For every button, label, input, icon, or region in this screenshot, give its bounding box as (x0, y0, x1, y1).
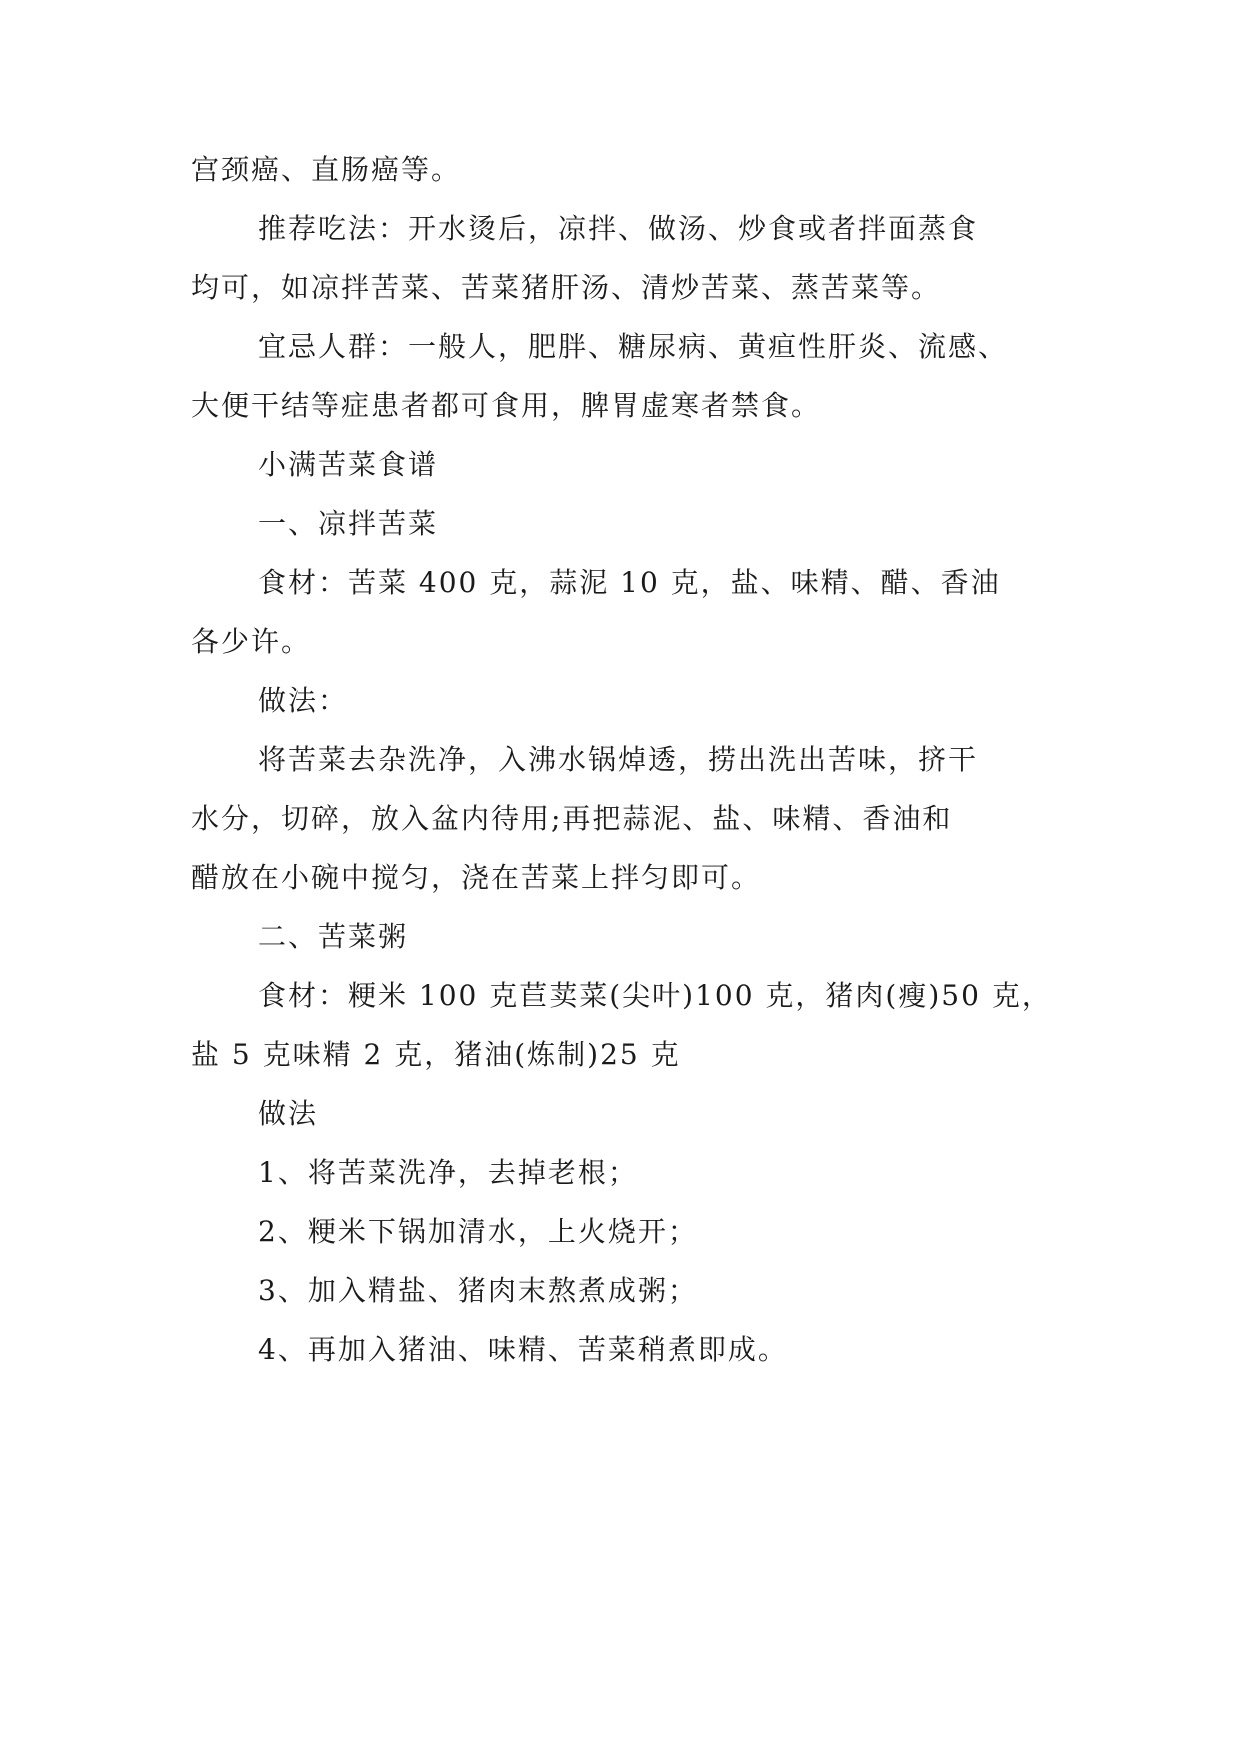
text-line: 食材：苦菜 400 克，蒜泥 10 克，盐、味精、醋、香油 (258, 566, 1001, 599)
text-line: 盐 5 克味精 2 克，猪油(炼制)25 克 (191, 1038, 681, 1071)
text-line: 均可，如凉拌苦菜、苦菜猪肝汤、清炒苦菜、蒸苦菜等。 (191, 271, 942, 304)
text-line: 做法 (258, 1097, 319, 1130)
text-line: 醋放在小碗中搅匀，浇在苦菜上拌匀即可。 (191, 861, 762, 894)
list-item: 2、粳米下锅加清水，上火烧开； (258, 1215, 698, 1248)
text-line: 宜忌人群：一般人，肥胖、糖尿病、黄疸性肝炎、流感、 (258, 330, 1009, 363)
text-line: 各少许。 (191, 625, 312, 658)
list-item: 4、再加入猪油、味精、苦菜稍煮即成。 (258, 1333, 788, 1366)
list-item: 3、加入精盐、猪肉末熬煮成粥； (258, 1274, 698, 1307)
list-item: 1、将苦菜洗净，去掉老根； (258, 1156, 638, 1189)
text-line: 宫颈癌、直肠癌等。 (191, 153, 462, 186)
text-line: 推荐吃法：开水烫后，凉拌、做汤、炒食或者拌面蒸食 (258, 212, 979, 245)
text-line: 做法： (258, 684, 349, 717)
text-line: 将苦菜去杂洗净，入沸水锅焯透，捞出洗出苦味，挤干 (258, 743, 979, 776)
section-heading: 小满苦菜食谱 (258, 448, 439, 481)
text-line: 大便干结等症患者都可食用，脾胃虚寒者禁食。 (191, 389, 822, 422)
section-heading: 一、凉拌苦菜 (258, 507, 439, 540)
section-heading: 二、苦菜粥 (258, 920, 409, 953)
text-line: 水分，切碎，放入盆内待用;再把蒜泥、盐、味精、香油和 (191, 802, 953, 835)
text-line: 食材：粳米 100 克苣荬菜(尖叶)100 克，猪肉(瘦)50 克， (258, 979, 1052, 1012)
